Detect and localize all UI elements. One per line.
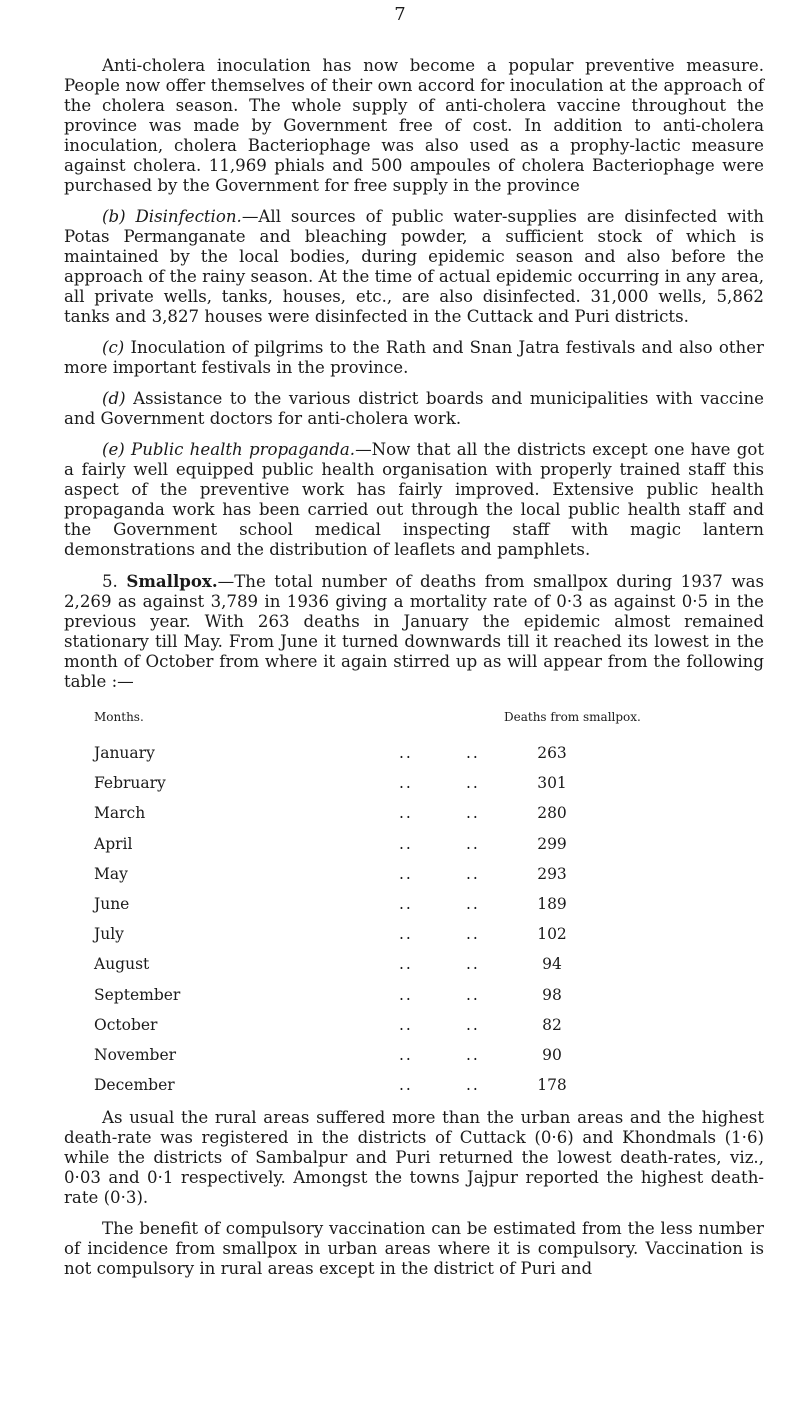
deaths-cell: 82 [542,1015,562,1034]
month-cell: March [94,804,146,823]
deaths-cell: 98 [542,985,562,1004]
table-row [64,1012,764,1042]
leader-dots: .. [466,925,480,944]
smallpox-text: —The total number of deaths from smallpox during 1937 was 2,269 as against 3,789 in 1936 giving a mortality rate of 0·3 as against 0·5 in the previous year. With 263 deaths in January the epidemic almost remained stationary till May. From June it turned downwards till it reached its lowest in the month of October from where it again stirred up as will appear from the following table :— [64,572,764,691]
heading-disinfection: Disinfection. [135,207,242,226]
table-header [64,710,764,730]
leader-dots: .. [399,744,413,762]
table-row [64,740,764,770]
leader-dots: .. [399,955,413,974]
leader-dots: .. [399,864,413,883]
leader-dots: .. [399,804,413,823]
paragraph-anti-cholera-inoculation: Anti-cholera inoculation has now become a popular preventive measure. People now offer themselves of their own accord for inoculation at the approach of the cholera season. The whole supply of anti-cholera vaccine throughout the province was made by Government free of cost. In addition to anti-cholera inoculation, cholera Bacteriophage was also used as a prophy-lactic measure against cholera. 11,969 phials and 500 ampoules of cholera Bacteriophage were purchased by the Government for free supply in the province [64,56,764,195]
month-cell: August [94,955,150,974]
leader-dots: .. [466,774,480,793]
item-label-d: (d) [102,389,126,408]
deaths-cell: 178 [537,1076,567,1095]
table-row [64,1042,764,1072]
disinfection-text: —All sources of public water-supplies are disinfected with Potas Permanganate and bleaching powder, a sufficient stock of which is maintained by the local bodies, during epidemic season and also before the approach of the rainy season. At the time of actual epidemic occurring in any area, all private wells, tanks, houses, etc., are also disinfected. 31,000 wells, 5,862 tanks and 3,827 houses were disinfected in the Cuttack and Puri districts. [64,207,764,326]
section-number-5: 5. [102,572,118,591]
leader-dots: .. [399,925,413,944]
month-cell: July [94,925,124,944]
table-row [64,1072,764,1102]
leader-dots: .. [466,1076,480,1095]
table-row [64,921,764,951]
deaths-cell: 299 [537,834,567,853]
deaths-cell: 90 [542,1045,562,1064]
item-label-e: (e) [102,440,125,459]
leader-dots: .. [399,1015,413,1034]
paragraph-compulsory-vaccination: The benefit of compulsory vaccination can be estimated from the less number of incidence from smallpox in urban areas where it is compulsory. Vaccination is not compulsory in rural areas except in the district of Puri and [64,1219,764,1279]
paragraph-rural-urban: As usual the rural areas suffered more than the urban areas and the highest death-rate was registered in the districts of Cuttack (0·6) and Khondmals (1·6) while the districts of Sambalpur and Puri returned the lowest death-rates, viz., 0·03 and 0·1 respectively. Amongst the towns Jajpur reported the highest death-rate (0·3). [64,1108,764,1208]
leader-dots: .. [466,894,480,913]
item-label-b: (b) [102,207,126,226]
propaganda-text: —Now that all the districts except one have got a fairly well equipped public health organisation with properly trained staff this aspect of the preventive work has fairly improved. Extensive public health propaganda work has been carried out through the local public health staff and the Government school medical inspecting staff with magic lantern demonstrations and the distribution of leaflets and pamphlets. [64,440,764,559]
month-cell: June [94,894,130,913]
paragraph-disinfection [64,207,764,327]
month-cell: April [94,834,133,853]
month-cell: January [94,744,155,762]
table-row [64,831,764,861]
header-months: Months. [94,710,144,724]
deaths-cell: 189 [537,894,567,913]
table-row [64,982,764,1012]
leader-dots: .. [466,955,480,974]
month-cell: October [94,1015,158,1034]
leader-dots: .. [399,894,413,913]
assistance-text: Assistance to the various district boards and municipalities with vaccine and Government doctors for anti-cholera work. [64,389,764,428]
deaths-cell: 301 [537,774,567,793]
leader-dots: .. [399,834,413,853]
table-rows [64,740,764,1102]
pilgrim-inoculation-text: Inoculation of pilgrims to the Rath and Snan Jatra festivals and also other more important festivals in the province. [64,338,764,377]
month-cell: November [94,1045,177,1064]
smallpox-deaths-table [64,710,764,1102]
leader-dots: .. [466,804,480,823]
heading-public-health-propaganda: Public health propaganda. [131,440,356,459]
leader-dots: .. [466,744,480,762]
paragraph-public-health-propaganda [64,440,764,560]
table-row [64,800,764,830]
month-cell: February [94,774,166,793]
paragraph-smallpox [64,571,764,692]
document-body [64,56,764,1279]
deaths-cell: 280 [537,804,567,823]
month-cell: May [94,864,128,883]
leader-dots: .. [466,864,480,883]
month-cell: December [94,1076,175,1095]
month-cell: September [94,985,181,1004]
table-row [64,861,764,891]
deaths-cell: 94 [542,955,562,974]
leader-dots: .. [399,1045,413,1064]
leader-dots: .. [399,985,413,1004]
heading-smallpox: Smallpox. [126,571,218,591]
leader-dots: .. [466,834,480,853]
item-label-c: (c) [102,338,125,357]
leader-dots: .. [466,1045,480,1064]
leader-dots: .. [399,774,413,793]
page-number: 7 [394,4,406,25]
paragraph-pilgrim-inoculation [64,338,764,378]
deaths-cell: 263 [537,744,567,762]
header-deaths: Deaths from smallpox. [504,710,641,724]
leader-dots: .. [399,1076,413,1095]
leader-dots: .. [466,985,480,1004]
deaths-cell: 102 [537,925,567,944]
leader-dots: .. [466,1015,480,1034]
table-row [64,891,764,921]
deaths-cell: 293 [537,864,567,883]
table-row [64,951,764,981]
paragraph-assistance [64,389,764,429]
table-row [64,770,764,800]
